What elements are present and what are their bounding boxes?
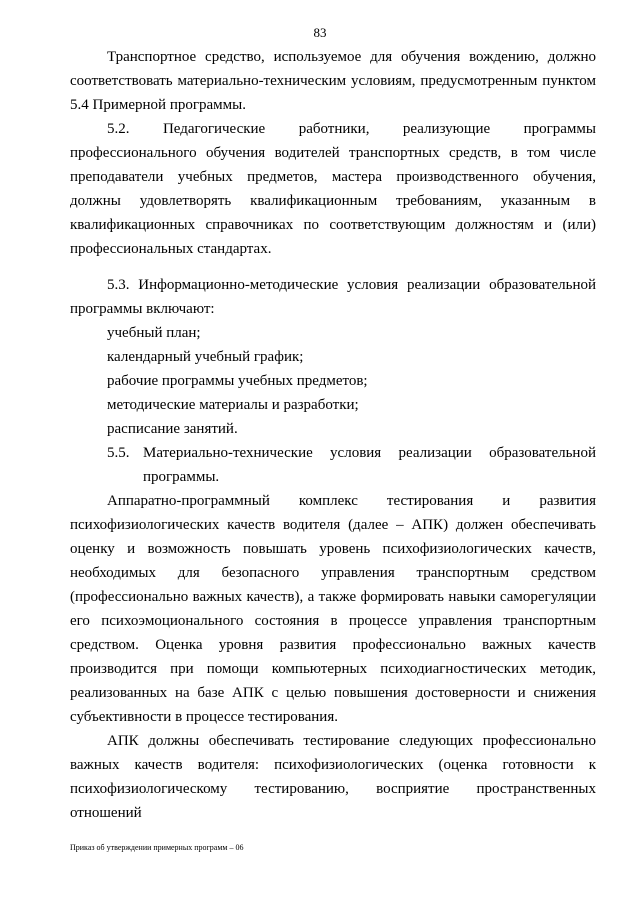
list-item: календарный учебный график; xyxy=(107,349,304,365)
paragraph-apk-testing: АПК должны обеспечивать тестирование следующих профессионально важных качеств водителя: психофизиологических (оценка готовности к психофизиологическому тестированию, восприятие пространственных отношений xyxy=(70,733,596,821)
list-item: методические материалы и разработки; xyxy=(107,397,359,413)
section-heading-continuation: программы. xyxy=(143,469,220,485)
paragraph-5-2: 5.2. Педагогические работники, реализующие программы профессионального обучения водителей транспортных средств, в том числе преподаватели учебных предметов, мастера производственного обучения, должны удовлетворять квалификационным требованиям, указанным в квалификационных справочниках по соответствующим должностям и (или) профессиональных стандартах. xyxy=(70,121,596,257)
list-item: рабочие программы учебных предметов; xyxy=(107,373,368,389)
section-heading-5-5 xyxy=(107,441,596,465)
page-number: 83 xyxy=(313,25,327,40)
paragraph-apk: Аппаратно-программный комплекс тестирования и развития психофизиологических качеств водителя (далее – АПК) должен обеспечивать оценку и возможность повышать уровень психофизиологических качеств, необходимых для безопасного управления транспортным средством (профессионально важных качеств), а также формировать навыки саморегуляции его психоэмоционального состояния в процессе управления транспортным средством. Оценка уровня развития профессионально важных качеств производится при помощи компьютерных психодиагностических методик, реализованных на базе АПК с целью повышения достоверности и снижения субъективности в процессе тестирования. xyxy=(70,493,596,725)
section-heading-text: Материально-технические условия реализации образовательной xyxy=(143,445,596,461)
paragraph-5-3: 5.3. Информационно-методические условия реализации образовательной программы включают: xyxy=(70,277,596,317)
paragraph-vehicle: Транспортное средство, используемое для обучения вождению, должно соответствовать материально-техническим условиям, предусмотренным пунктом 5.4 Примерной программы. xyxy=(70,49,596,113)
list-item: учебный план; xyxy=(107,325,201,341)
document-body xyxy=(70,45,596,825)
footer-note: Приказ об утверждении примерных программ – 06 xyxy=(70,843,244,852)
list-item: расписание занятий. xyxy=(107,421,238,437)
section-number: 5.5. xyxy=(107,445,130,461)
